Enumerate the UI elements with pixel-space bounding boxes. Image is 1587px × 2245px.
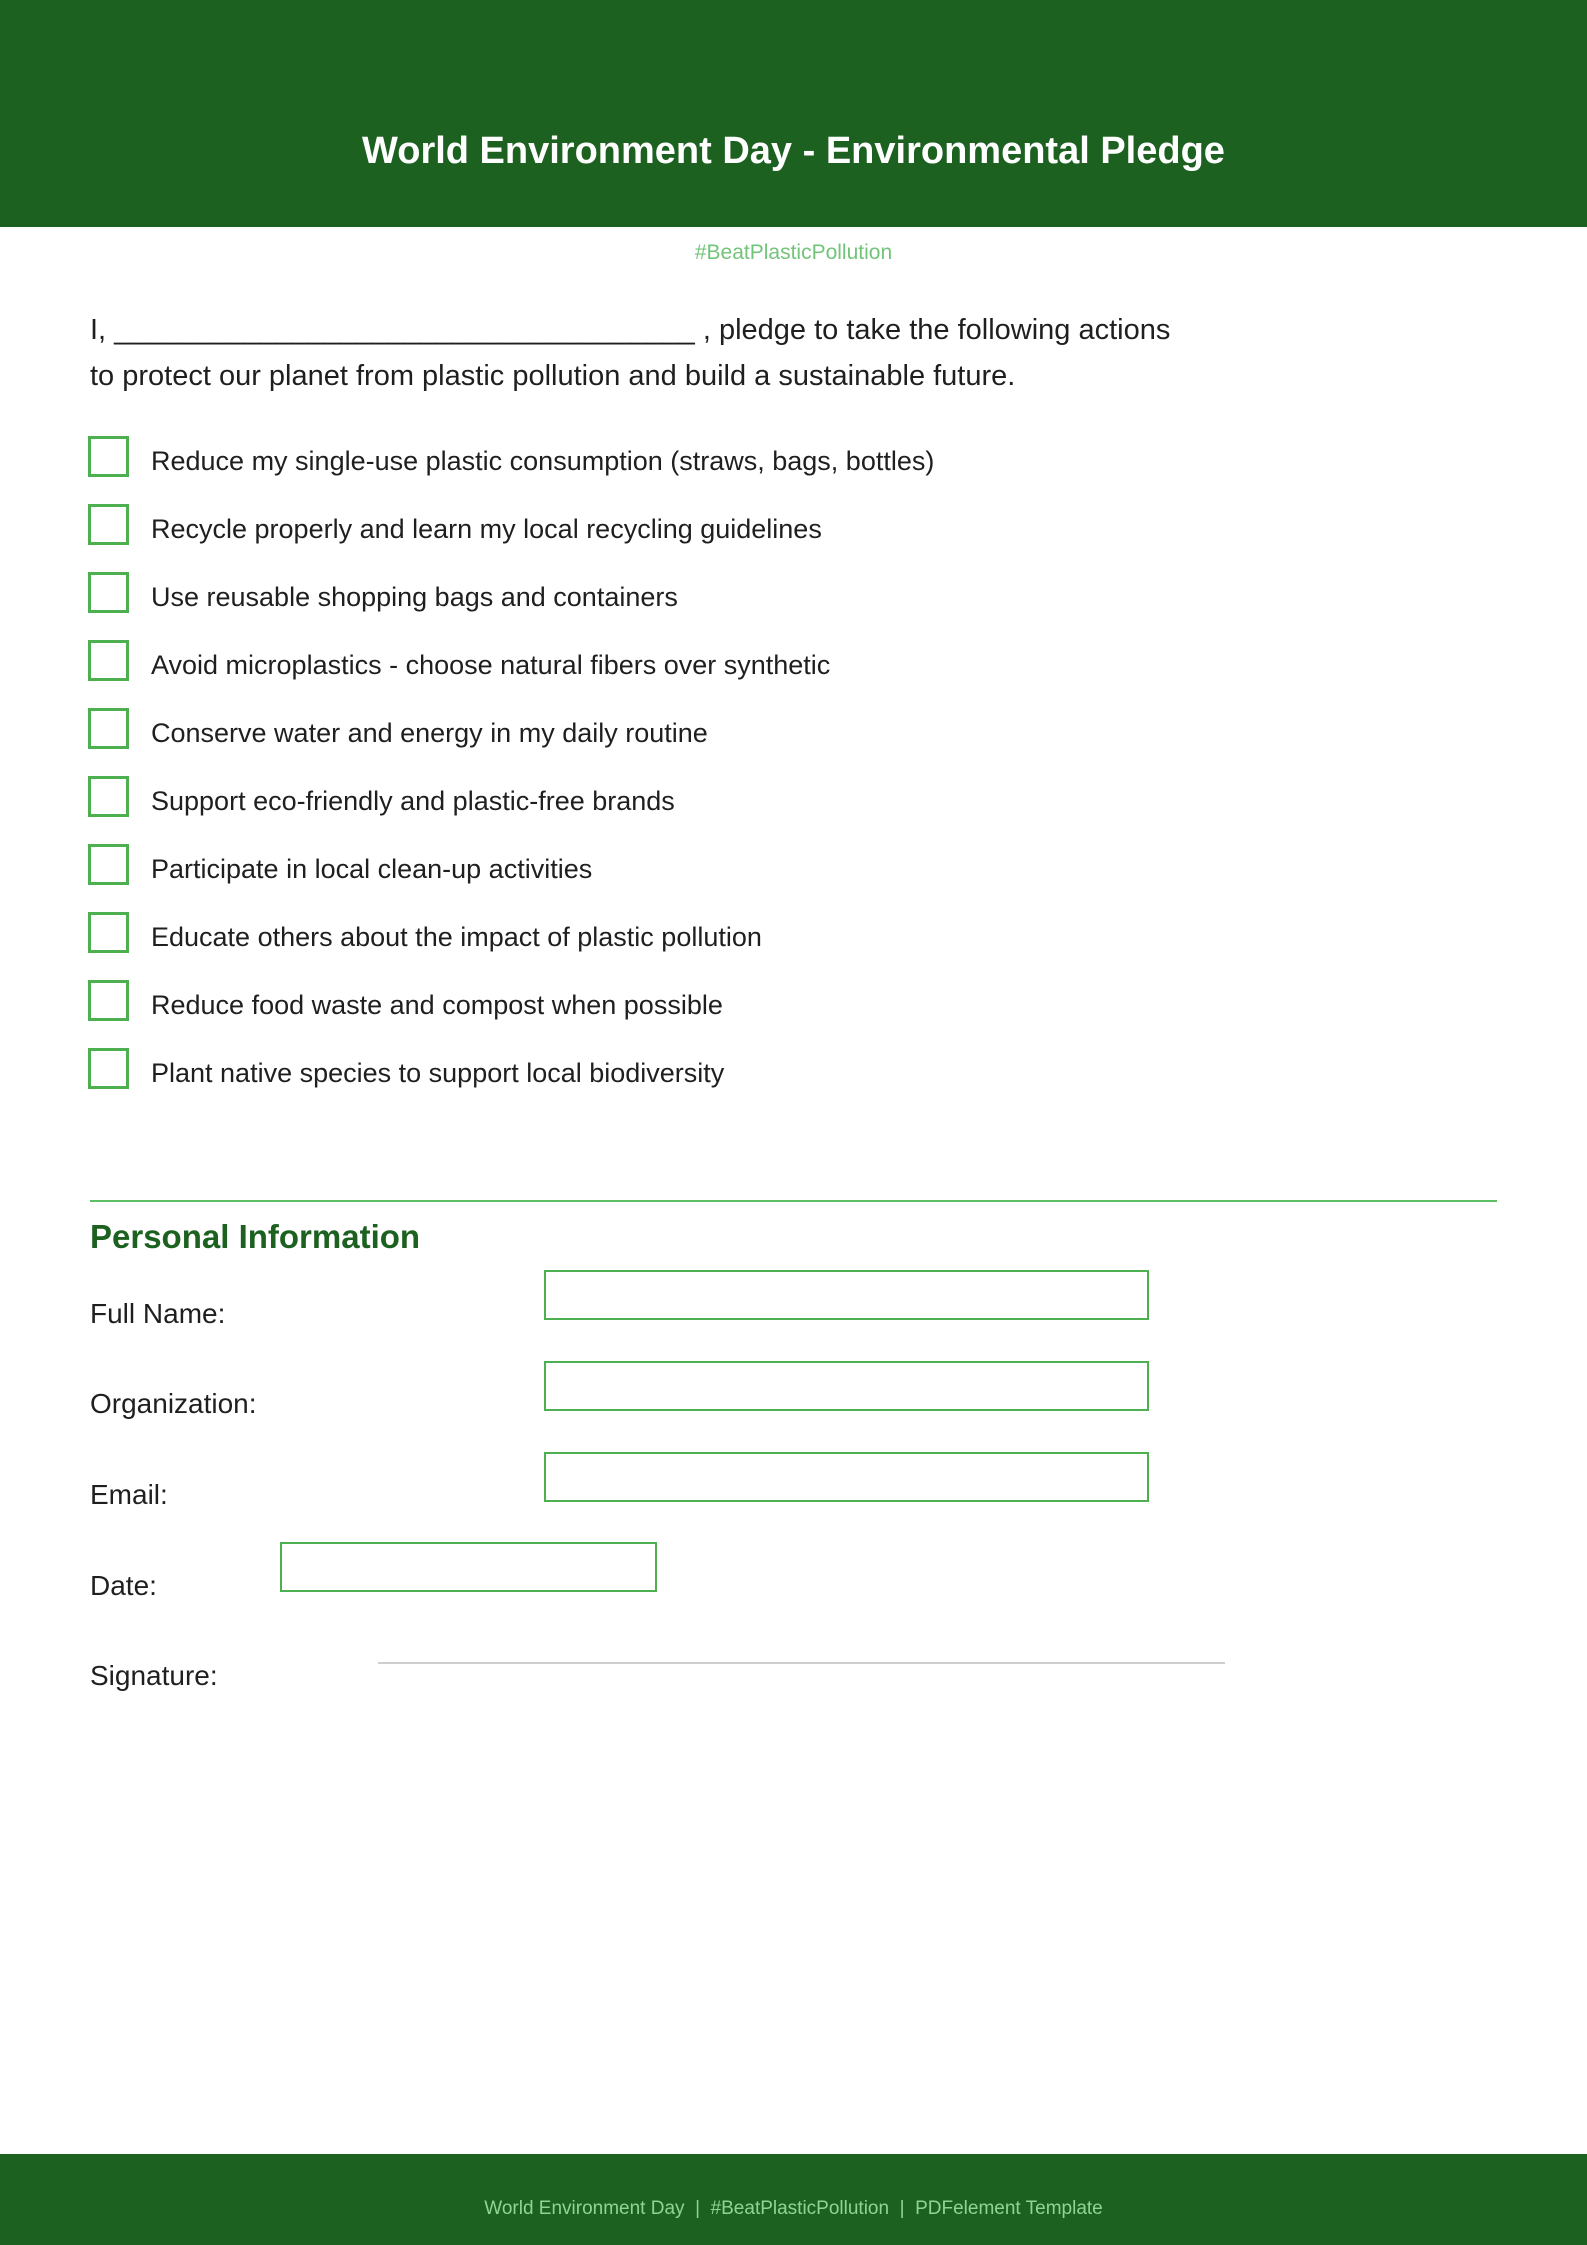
pledge-checkbox[interactable] xyxy=(88,844,129,885)
pledge-checkbox[interactable] xyxy=(88,436,129,477)
pledge-label: Reduce my single-use plastic consumption (straws, bags, bottles) xyxy=(151,446,935,476)
pledge-intro xyxy=(90,307,1240,399)
pledge-checkbox[interactable] xyxy=(88,640,129,681)
pledge-item[interactable] xyxy=(88,912,1188,980)
footer-text: World Environment Day | #BeatPlasticPollution | PDFelement Template xyxy=(484,2198,1103,2219)
pledge-item[interactable] xyxy=(88,708,1188,776)
date-label: Date: xyxy=(90,1570,157,1601)
header-bar xyxy=(0,0,1587,227)
pledge-label: Conserve water and energy in my daily routine xyxy=(151,718,708,748)
pledge-label: Use reusable shopping bags and containers xyxy=(151,582,678,612)
pledge-item[interactable] xyxy=(88,776,1188,844)
pledge-label: Avoid microplastics - choose natural fibers over synthetic xyxy=(151,650,831,680)
pledge-label: Recycle properly and learn my local recycling guidelines xyxy=(151,514,822,544)
pledge-label: Participate in local clean-up activities xyxy=(151,854,593,884)
pledge-item[interactable] xyxy=(88,640,1188,708)
email-field[interactable] xyxy=(544,1452,1149,1502)
pledge-item[interactable] xyxy=(88,572,1188,640)
pledge-item[interactable] xyxy=(88,980,1188,1048)
hashtag-subtitle: #BeatPlasticPollution xyxy=(694,241,893,264)
pledge-checkbox[interactable] xyxy=(88,912,129,953)
pledge-checkbox[interactable] xyxy=(88,980,129,1021)
pledge-intro-line-2: to protect our planet from plastic pollution and build a sustainable future. xyxy=(90,360,1016,392)
organization-label: Organization: xyxy=(90,1388,257,1419)
pledge-label: Educate others about the impact of plastic pollution xyxy=(151,922,762,952)
pledge-item[interactable] xyxy=(88,436,1188,504)
pledge-checkbox[interactable] xyxy=(88,708,129,749)
pledge-item[interactable] xyxy=(88,1048,1188,1116)
full-name-label: Full Name: xyxy=(90,1298,226,1329)
signature-line[interactable] xyxy=(378,1662,1225,1664)
pledge-label: Support eco-friendly and plastic-free brands xyxy=(151,786,675,816)
pledge-checkbox[interactable] xyxy=(88,572,129,613)
page-title: World Environment Day - Environmental Pledge xyxy=(362,130,1225,172)
pledge-checkbox[interactable] xyxy=(88,776,129,817)
signature-label: Signature: xyxy=(90,1660,218,1691)
pledge-checkbox[interactable] xyxy=(88,1048,129,1089)
section-divider xyxy=(90,1200,1497,1202)
pledge-label: Reduce food waste and compost when possible xyxy=(151,990,723,1020)
organization-field[interactable] xyxy=(544,1361,1149,1411)
pledge-checklist xyxy=(88,436,1188,1116)
personal-info-heading: Personal Information xyxy=(90,1218,421,1255)
full-name-field[interactable] xyxy=(544,1270,1149,1320)
pledge-checkbox[interactable] xyxy=(88,504,129,545)
date-field[interactable] xyxy=(280,1542,657,1592)
pledge-item[interactable] xyxy=(88,844,1188,912)
pledge-label: Plant native species to support local biodiversity xyxy=(151,1058,725,1088)
email-label: Email: xyxy=(90,1479,168,1510)
pledge-item[interactable] xyxy=(88,504,1188,572)
pledge-intro-line-1: I, ____________________________________ , pledge to take the following actions xyxy=(90,314,1171,346)
